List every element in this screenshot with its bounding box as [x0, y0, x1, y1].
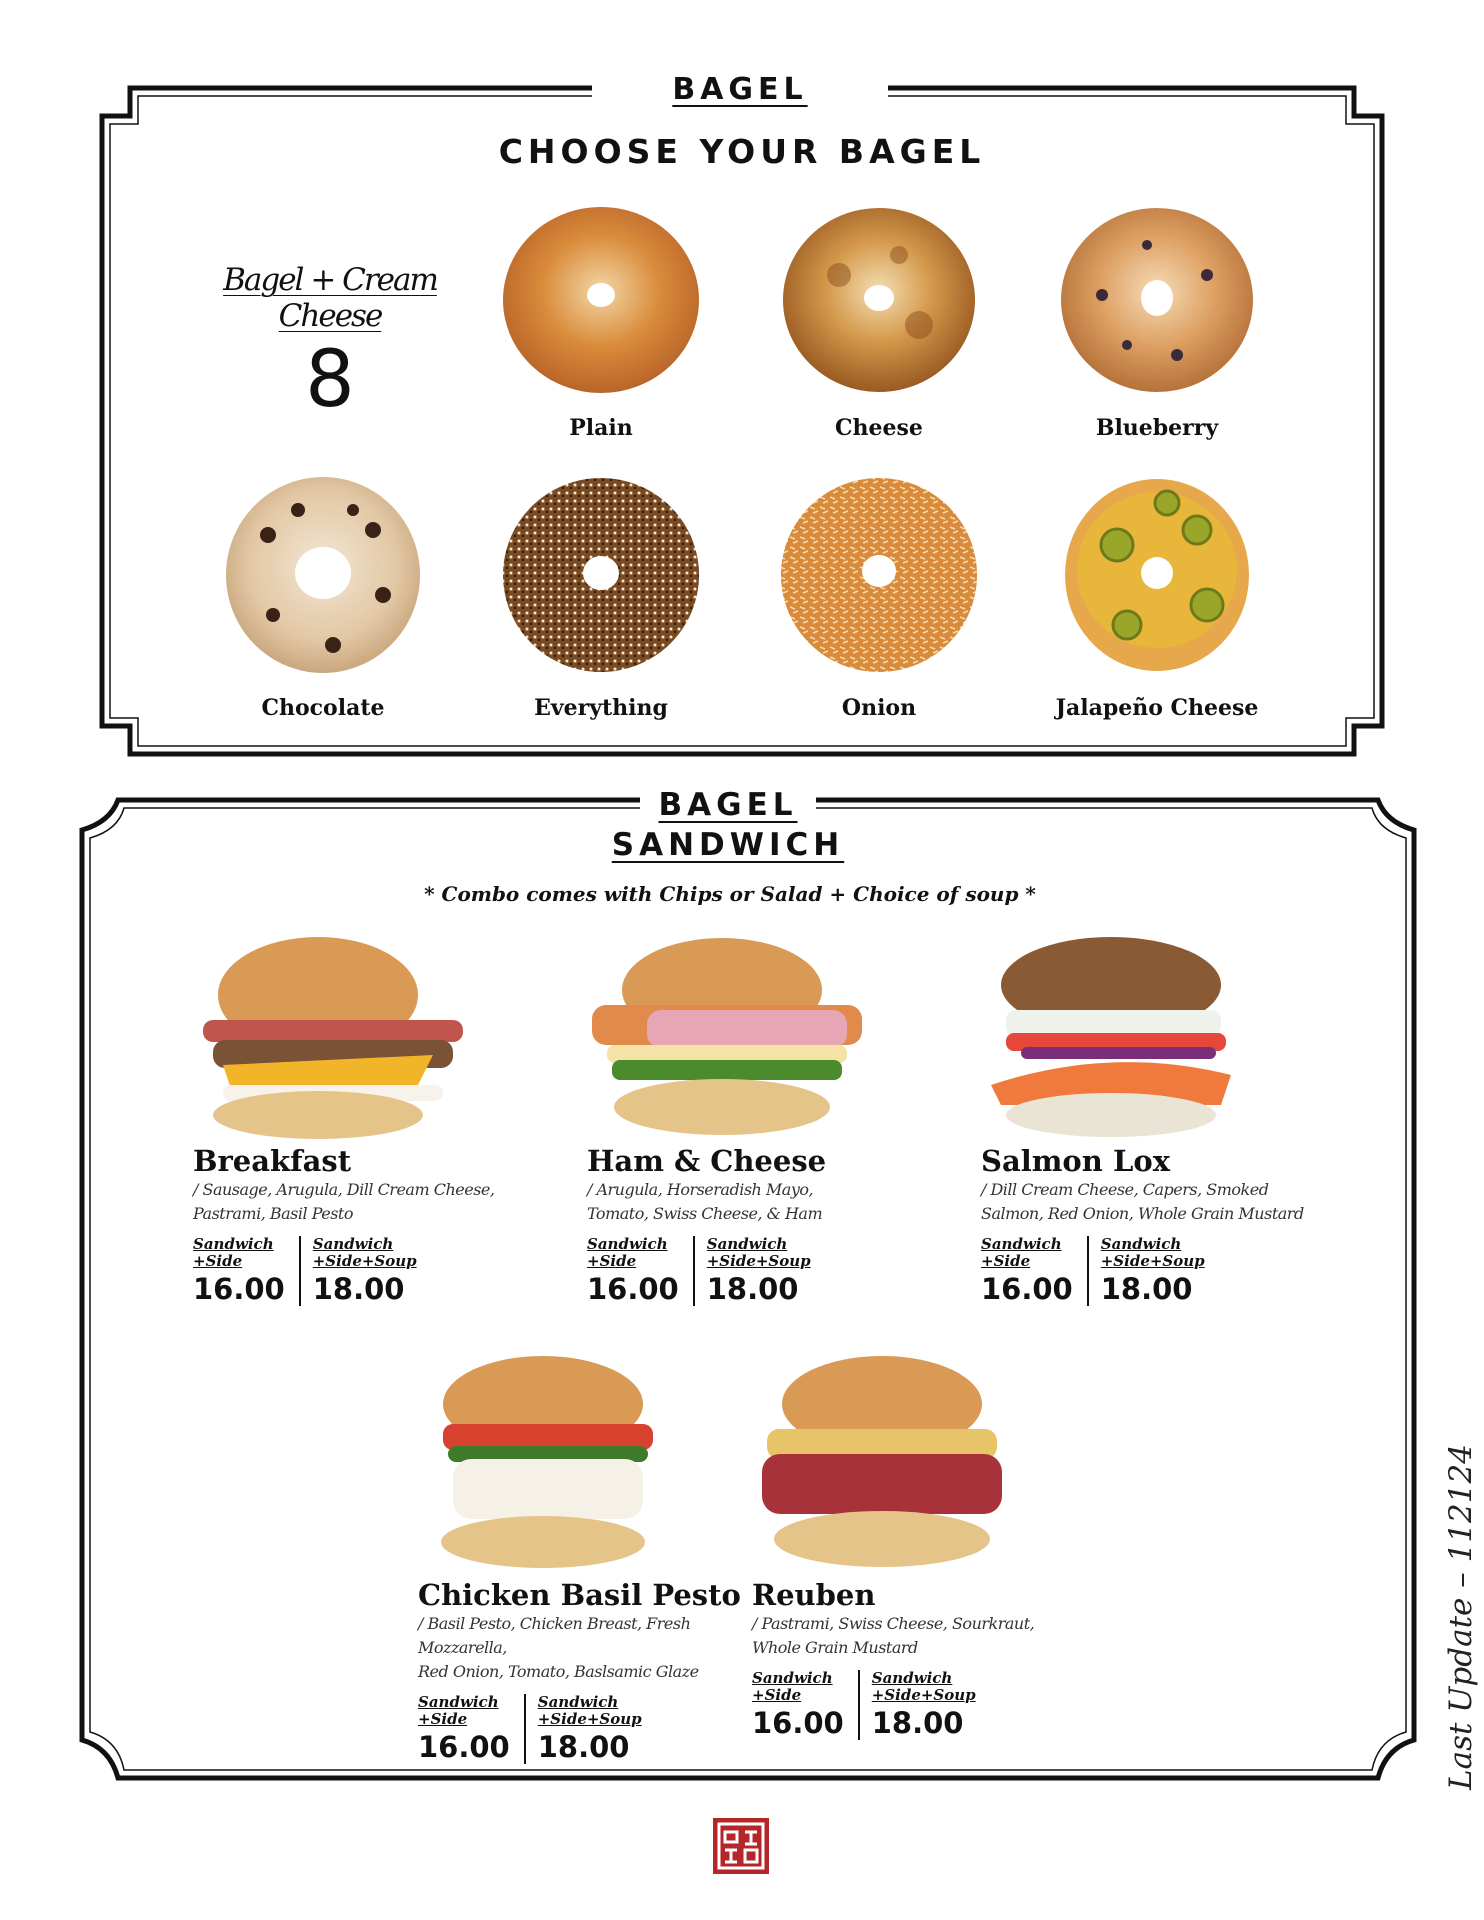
promo-label: Bagel + Cream Cheese [223, 262, 437, 334]
price-label: +Side+Soup [706, 1252, 811, 1270]
sandwich-desc-line1: / Sausage, Arugula, Dill Cream Cheese, [193, 1180, 495, 1199]
price-label: Sandwich [537, 1693, 619, 1711]
price-label: Sandwich [193, 1235, 274, 1253]
price-label: Sandwich [706, 1235, 788, 1253]
salmon-lox-sandwich-image [981, 935, 1261, 1140]
price-label: +Side+Soup [312, 1252, 417, 1270]
price-block [587, 1236, 927, 1306]
bagel-card-jalapeno [1032, 475, 1282, 721]
price-label: Sandwich [871, 1669, 953, 1687]
sandwich-name: Ham & Cheese [587, 1144, 827, 1178]
breakfast-sandwich-image [193, 935, 473, 1140]
price-col-side [587, 1236, 693, 1306]
chocolate-bagel-image [223, 475, 423, 675]
price-label: +Side+Soup [1100, 1252, 1205, 1270]
price-col-side-soup [524, 1694, 656, 1764]
chicken-basil-pesto-sandwich-image [418, 1354, 698, 1574]
choose-bagel-heading: CHOOSE YOUR BAGEL [498, 132, 986, 171]
price-side: 16.00 [418, 1730, 510, 1764]
price-label: Sandwich [1100, 1235, 1182, 1253]
sandwich-card-reuben [752, 1354, 1092, 1740]
sandwich-desc-line1: / Pastrami, Swiss Cheese, Sourkraut, [752, 1614, 1035, 1633]
price-label: Sandwich [312, 1235, 394, 1253]
jalapeno-cheese-bagel-image [1057, 475, 1257, 675]
price-block [981, 1236, 1321, 1306]
bagel-name: Blueberry [1095, 415, 1219, 441]
bagel-section-title: BAGEL [672, 72, 808, 107]
sandwich-card-breakfast [193, 935, 533, 1306]
sandwich-section-title-line2: SANDWICH [611, 827, 845, 863]
sandwich-desc-line1: / Arugula, Horseradish Mayo, [587, 1180, 814, 1199]
price-label: +Side [752, 1686, 802, 1704]
price-col-side [193, 1236, 299, 1306]
price-side-soup: 18.00 [312, 1272, 405, 1306]
price-side-soup: 18.00 [1100, 1272, 1193, 1306]
price-side-soup: 18.00 [537, 1730, 630, 1764]
bagel-name: Chocolate [261, 695, 385, 721]
onion-bagel-image [779, 475, 979, 675]
bagel-card-cheese [754, 205, 1004, 441]
bagel-name: Plain [569, 415, 633, 441]
sandwich-name: Reuben [752, 1578, 876, 1612]
sandwich-name: Salmon Lox [981, 1144, 1170, 1178]
price-col-side-soup [693, 1236, 825, 1306]
price-col-side-soup [299, 1236, 431, 1306]
price-block [752, 1670, 1092, 1740]
price-side: 16.00 [193, 1272, 285, 1306]
restaurant-logo-icon [713, 1818, 769, 1874]
price-label: Sandwich [418, 1693, 499, 1711]
price-label: +Side [193, 1252, 243, 1270]
promo-price: 8 [305, 335, 355, 425]
price-side: 16.00 [587, 1272, 679, 1306]
price-col-side [418, 1694, 524, 1764]
sandwich-desc-line2: Pastrami, Basil Pesto [193, 1204, 353, 1223]
price-label: Sandwich [587, 1235, 668, 1253]
sandwich-name: Chicken Basil Pesto [418, 1578, 741, 1612]
sandwich-card-chicken-basil-pesto [418, 1354, 758, 1764]
sandwich-desc-line2: Red Onion, Tomato, Baslsamic Glaze [418, 1662, 699, 1681]
sandwich-desc-line1: / Dill Cream Cheese, Capers, Smoked [981, 1180, 1269, 1199]
last-update-note: Last Update – 112124 [1443, 1444, 1479, 1790]
bagel-card-plain [476, 205, 726, 441]
sandwich-name: Breakfast [193, 1144, 352, 1178]
sandwich-section-title-line1: BAGEL [658, 787, 798, 823]
price-side-soup: 18.00 [706, 1272, 799, 1306]
bagel-name: Onion [841, 695, 917, 721]
price-label: Sandwich [981, 1235, 1062, 1253]
bagel-card-onion [754, 475, 1004, 721]
sandwich-card-salmon-lox [981, 935, 1321, 1306]
reuben-sandwich-image [752, 1354, 1032, 1574]
bagel-name: Jalapeño Cheese [1055, 695, 1259, 721]
price-col-side-soup [1087, 1236, 1219, 1306]
bagel-card-everything [476, 475, 726, 721]
sandwich-card-ham-cheese [587, 935, 927, 1306]
promo-block [190, 262, 470, 425]
plain-bagel-image [501, 205, 701, 395]
price-label: +Side+Soup [871, 1686, 976, 1704]
sandwich-desc-line2: Tomato, Swiss Cheese, & Ham [587, 1204, 823, 1223]
bagel-name: Cheese [835, 415, 923, 441]
cheese-bagel-image [779, 205, 979, 395]
price-col-side [752, 1670, 858, 1740]
ham-cheese-sandwich-image [587, 935, 867, 1140]
price-block [418, 1694, 758, 1764]
bagel-card-blueberry [1032, 205, 1282, 441]
price-label: +Side [587, 1252, 637, 1270]
price-side: 16.00 [981, 1272, 1073, 1306]
price-side: 16.00 [752, 1706, 844, 1740]
price-col-side [981, 1236, 1087, 1306]
combo-note: * Combo comes with Chips or Salad + Choice of soup * [424, 882, 1036, 906]
price-side-soup: 18.00 [871, 1706, 964, 1740]
blueberry-bagel-image [1057, 205, 1257, 395]
price-label: +Side+Soup [537, 1710, 642, 1728]
price-label: +Side [418, 1710, 468, 1728]
sandwich-desc-line2: Whole Grain Mustard [752, 1638, 918, 1657]
price-col-side-soup [858, 1670, 990, 1740]
bagel-name: Everything [534, 695, 668, 721]
price-label: Sandwich [752, 1669, 833, 1687]
price-label: +Side [981, 1252, 1031, 1270]
price-block [193, 1236, 533, 1306]
bagel-card-chocolate [198, 475, 448, 721]
everything-bagel-image [501, 475, 701, 675]
sandwich-desc-line1: / Basil Pesto, Chicken Breast, Fresh Mozzarella, [418, 1614, 691, 1657]
sandwich-desc-line2: Salmon, Red Onion, Whole Grain Mustard [981, 1204, 1304, 1223]
